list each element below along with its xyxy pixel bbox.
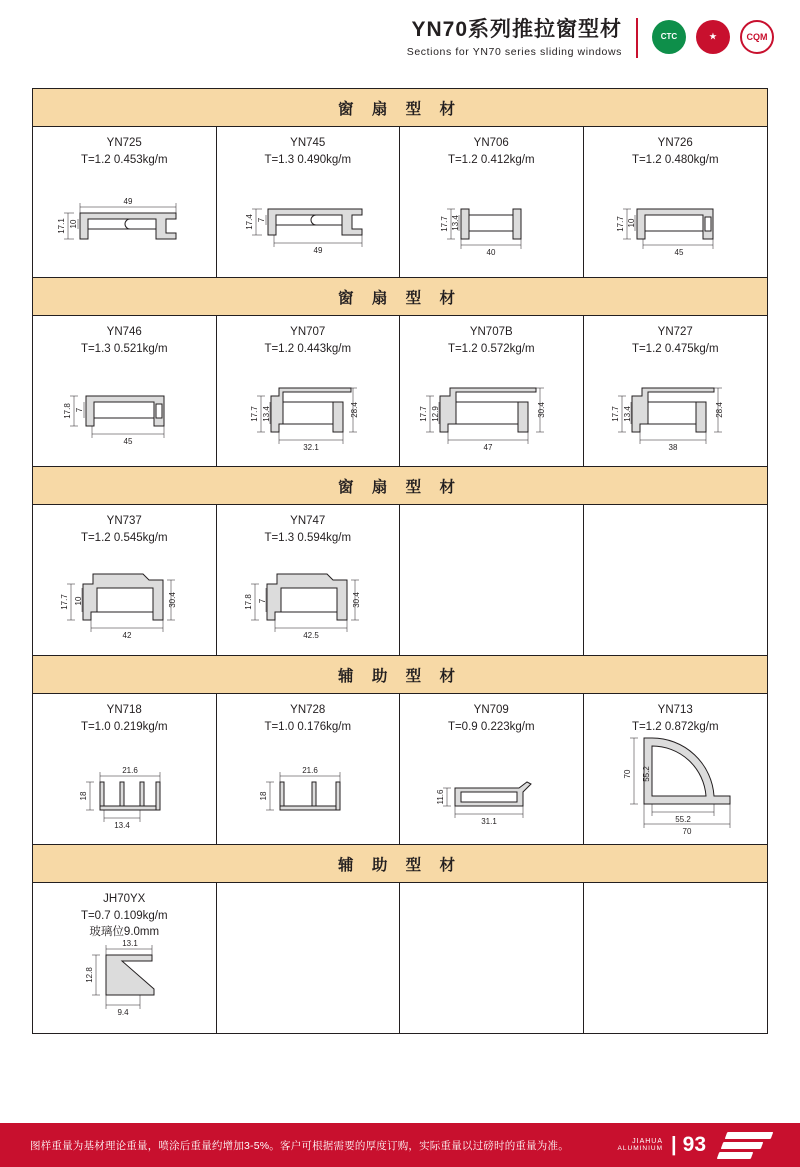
cqm-certification-logo: CQM (740, 20, 774, 54)
profile-drawing-yn745 (217, 185, 400, 271)
profile-cell-yn726 (584, 127, 768, 277)
svg-text:55.2: 55.2 (675, 815, 692, 824)
svg-text:42.5: 42.5 (302, 631, 319, 640)
section-band: 窗 扇 型 材 (33, 89, 767, 127)
svg-text:49: 49 (313, 246, 323, 255)
svg-text:10: 10 (69, 219, 79, 229)
header-title-group (407, 18, 638, 58)
svg-text:17.7: 17.7 (60, 594, 70, 610)
svg-text:32.1: 32.1 (302, 443, 319, 452)
svg-text:42: 42 (122, 631, 132, 640)
footer-note: 图样重量为基材理论重量，喷涂后重量约增加3-5%。客户可根据需要的厚度订购，实际重量以过磅时的重量为准。 (30, 1139, 569, 1152)
profile-drawing-yn726 (584, 185, 768, 271)
svg-text:17.7: 17.7 (418, 406, 428, 422)
profile-spec: T=1.2 0.480kg/m (631, 153, 719, 166)
profile-cell-empty (217, 883, 401, 1033)
svg-text:45: 45 (123, 437, 133, 446)
svg-text:17.4: 17.4 (244, 214, 254, 230)
svg-text:7: 7 (75, 407, 85, 413)
section-band: 窗 扇 型 材 (33, 278, 767, 316)
profile-cell-yn707 (217, 316, 401, 466)
svg-text:12.9: 12.9 (430, 406, 440, 422)
svg-text:70: 70 (682, 827, 692, 836)
page-header (0, 0, 800, 88)
profile-drawing-yn728 (217, 752, 400, 838)
page-title: YN70系列推拉窗型材 (411, 18, 622, 41)
profile-code: YN745 (290, 137, 326, 149)
svg-text:28.4: 28.4 (715, 402, 725, 418)
svg-text:30.4: 30.4 (536, 402, 546, 418)
svg-text:17.8: 17.8 (63, 403, 73, 419)
profile-cell-yn707b (400, 316, 584, 466)
svg-text:13.1: 13.1 (122, 939, 139, 948)
profile-code: YN707 (290, 326, 326, 338)
section-band: 辅 助 型 材 (33, 845, 767, 883)
svg-text:18: 18 (79, 791, 89, 801)
profile-cell-yn709 (400, 694, 584, 844)
profile-cell-yn727 (584, 316, 768, 466)
svg-text:13.4: 13.4 (451, 215, 461, 231)
svg-text:7: 7 (256, 217, 266, 223)
svg-text:30.4: 30.4 (168, 592, 178, 608)
table-row (33, 127, 767, 278)
profile-cell-empty (584, 883, 768, 1033)
profiles-table (32, 88, 768, 1034)
brand-name-en: ALUMINIUM (617, 1145, 664, 1153)
profile-cell-yn746 (33, 316, 217, 466)
svg-text:13.4: 13.4 (623, 406, 633, 422)
svg-text:10: 10 (627, 218, 637, 228)
svg-text:21.6: 21.6 (122, 766, 139, 775)
profile-drawing-yn706 (400, 185, 583, 271)
svg-text:7: 7 (257, 598, 267, 604)
profile-drawing-jh70yx (33, 927, 216, 1027)
table-row (33, 316, 767, 467)
profile-drawing-yn713 (584, 728, 768, 838)
svg-text:47: 47 (483, 443, 493, 452)
profile-cell-empty (400, 505, 584, 655)
section-band: 窗 扇 型 材 (33, 467, 767, 505)
profile-code: YN737 (106, 515, 142, 527)
profile-code: YN728 (290, 704, 326, 716)
profile-spec: T=1.2 0.443kg/m (264, 342, 352, 355)
svg-text:45: 45 (674, 248, 684, 257)
svg-text:40: 40 (486, 248, 496, 257)
svg-text:21.6: 21.6 (301, 766, 318, 775)
brand-stripes-logo (718, 1132, 774, 1158)
svg-text:31.1: 31.1 (481, 817, 498, 826)
profile-spec: T=1.2 0.545kg/m (80, 531, 168, 544)
table-row (33, 883, 767, 1034)
svg-text:9.4: 9.4 (117, 1008, 129, 1017)
page-footer (0, 1123, 800, 1167)
profile-cell-yn737 (33, 505, 217, 655)
profile-code: YN706 (473, 137, 509, 149)
profile-spec: T=1.2 0.412kg/m (447, 153, 535, 166)
profile-drawing-yn727 (584, 370, 768, 460)
svg-text:17.1: 17.1 (57, 218, 67, 234)
profile-spec: T=0.7 0.109kg/m (80, 909, 168, 922)
svg-text:10: 10 (74, 596, 84, 606)
profile-code: JH70YX (103, 893, 146, 905)
certification-logos (652, 20, 774, 54)
brand-name-cn: JIAHUA (632, 1137, 664, 1145)
profile-extra: 玻璃位9.0mm (89, 926, 160, 939)
profile-cell-yn713 (584, 694, 768, 844)
profile-code: YN709 (473, 704, 509, 716)
profile-spec: T=0.9 0.223kg/m (447, 720, 535, 733)
profile-cell-yn718 (33, 694, 217, 844)
profile-code: YN727 (657, 326, 693, 338)
svg-text:38: 38 (668, 443, 678, 452)
profile-drawing-yn737 (33, 554, 216, 649)
table-row (33, 505, 767, 656)
profile-cell-yn745 (217, 127, 401, 277)
svg-text:30.4: 30.4 (351, 592, 361, 608)
profile-drawing-yn718 (33, 752, 216, 838)
page-number: 93 (682, 1133, 706, 1156)
svg-text:17.7: 17.7 (249, 406, 259, 422)
svg-text:13.4: 13.4 (114, 821, 131, 830)
profile-drawing-yn709 (400, 752, 583, 838)
profile-code: YN707B (469, 326, 513, 338)
svg-text:55.2: 55.2 (642, 766, 652, 782)
profile-spec: T=1.3 0.594kg/m (264, 531, 352, 544)
profile-drawing-yn725 (33, 185, 216, 271)
svg-text:17.7: 17.7 (611, 406, 621, 422)
profile-cell-empty (400, 883, 584, 1033)
profile-drawing-yn707b (400, 370, 583, 460)
green-certification-logo: CTC (652, 20, 686, 54)
svg-text:17.7: 17.7 (616, 216, 626, 232)
profile-cell-jh70yx (33, 883, 217, 1033)
svg-text:49: 49 (123, 197, 133, 206)
profile-cell-empty (584, 505, 768, 655)
profile-spec: T=1.3 0.521kg/m (80, 342, 168, 355)
profile-cell-yn725 (33, 127, 217, 277)
svg-text:18: 18 (258, 791, 268, 801)
brand-text (618, 1138, 663, 1153)
section-band: 辅 助 型 材 (33, 656, 767, 694)
footer-brand (618, 1132, 800, 1158)
svg-text:12.8: 12.8 (85, 967, 95, 983)
red-star-certification-logo: ★ (696, 20, 730, 54)
profile-cell-yn747 (217, 505, 401, 655)
svg-text:17.7: 17.7 (440, 216, 450, 232)
profile-code: YN718 (106, 704, 142, 716)
svg-text:11.6: 11.6 (436, 789, 446, 805)
svg-text:13.4: 13.4 (261, 406, 271, 422)
profile-spec: T=1.2 0.572kg/m (447, 342, 535, 355)
profile-drawing-yn746 (33, 374, 216, 460)
svg-text:17.8: 17.8 (243, 594, 253, 610)
svg-text:70: 70 (623, 769, 633, 779)
profile-code: YN725 (106, 137, 142, 149)
profile-spec: T=1.2 0.872kg/m (631, 720, 719, 733)
brand-divider: | (671, 1133, 677, 1156)
profile-cell-yn706 (400, 127, 584, 277)
profile-spec: T=1.0 0.176kg/m (264, 720, 352, 733)
profile-drawing-yn747 (217, 554, 400, 649)
table-row (33, 694, 767, 845)
profile-spec: T=1.0 0.219kg/m (80, 720, 168, 733)
profile-code: YN746 (106, 326, 142, 338)
profile-spec: T=1.3 0.490kg/m (264, 153, 352, 166)
profile-spec: T=1.2 0.453kg/m (80, 153, 168, 166)
profile-code: YN726 (657, 137, 693, 149)
profile-cell-yn728 (217, 694, 401, 844)
profile-drawing-yn707 (217, 370, 400, 460)
profile-code: YN747 (290, 515, 326, 527)
profile-code: YN713 (657, 704, 693, 716)
page-subtitle: Sections for YN70 series sliding windows (406, 46, 622, 59)
svg-text:28.4: 28.4 (349, 402, 359, 418)
profile-spec: T=1.2 0.475kg/m (631, 342, 719, 355)
